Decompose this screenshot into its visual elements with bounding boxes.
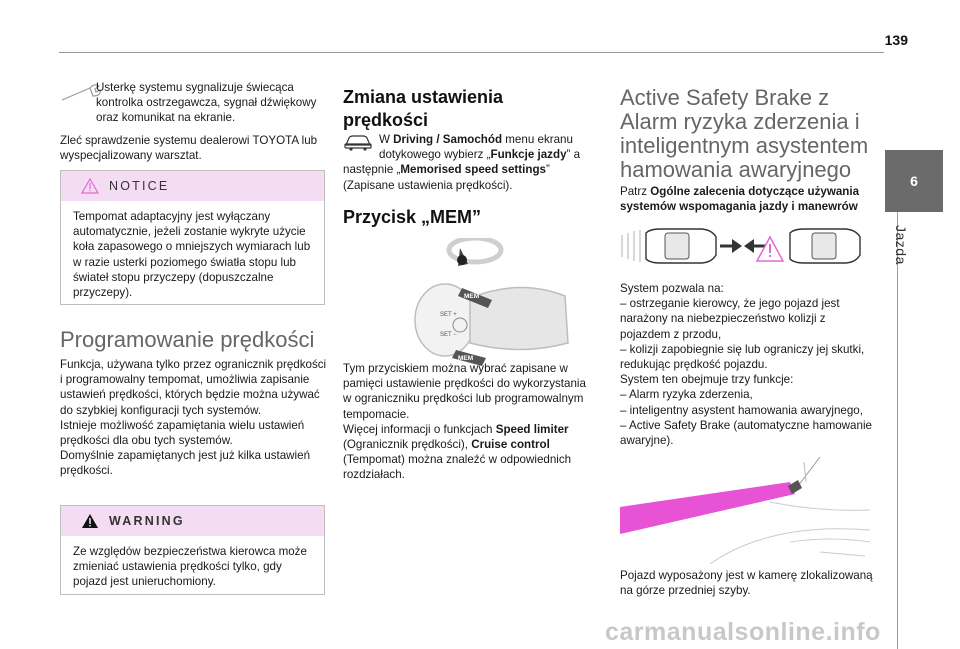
car-icon — [343, 132, 373, 152]
function-2: – inteligentny asystent hamowania awaryjnego, — [620, 403, 863, 417]
warning-title: WARNING — [109, 514, 185, 528]
notice-body: Tempomat adaptacyjny jest wyłączany automatycznie, jeżeli zostanie wykryte użycie koła zapasowego o mniejszych wymiarach lub w razie usterki poziomego światła stopu lub świateł stopu przyczepy (dopuszczalne przyczepy). — [73, 210, 311, 300]
programming-text-2: Istnieje możliwość zapamiętania wielu ustawień prędkości dla obu tych systemów. — [60, 418, 305, 448]
ref-a: Patrz — [620, 185, 651, 198]
speed-limiter-term: Speed limiter — [495, 422, 569, 436]
list-item-1: – ostrzeganie kierowcy, że jego pojazd jest narażony na niebezpieczeństwo kolizji z pojazdem z przodu, — [620, 297, 840, 341]
system-functions — [620, 281, 875, 448]
camera-location-text: Pojazd wyposażony jest w kamerę zlokalizowaną na górze przedniej szyby. — [620, 569, 873, 598]
programming-paragraphs — [60, 357, 328, 479]
section-heading-programming: Programowanie prędkości — [60, 327, 315, 352]
chapter-tab[interactable]: 6 — [885, 150, 943, 212]
notice-header — [61, 171, 324, 201]
list-intro: System pozwala na: — [620, 282, 724, 295]
stalk-label-mem-top: MEM — [464, 293, 480, 300]
mem-text-4: (Tempomat) można znaleźć w odpowiednich rozdziałach. — [343, 453, 572, 482]
mem-text-2: Więcej informacji o funkcjach — [343, 422, 496, 436]
function-1: – Alarm ryzyka zderzenia, — [620, 388, 753, 402]
function-3: – Active Safety Brake (automatyczne hamowanie awaryjne). — [620, 418, 872, 448]
section-heading-active-safety-brake: Active Safety Brake z Alarm ryzyka zderzenia i inteligentnym asystentem hamowania awaryjnego — [620, 85, 869, 182]
change-speed-paragraph — [343, 132, 589, 193]
cruise-stalk-illustration — [400, 238, 590, 378]
windscreen-camera-illustration — [620, 452, 875, 564]
p1-functions: Funkcje jazdy — [490, 148, 567, 162]
tab-rule — [897, 212, 898, 649]
p1-menu: Driving / Samochód — [393, 133, 503, 146]
notice-box — [60, 170, 325, 305]
warning-box — [60, 505, 325, 595]
mem-button-paragraph — [343, 361, 593, 483]
reference-paragraph — [620, 184, 870, 214]
section-heading-mem-button: Przycisk „MEM” — [343, 207, 482, 227]
stalk-label-mem-bottom: MEM — [458, 355, 474, 362]
header-rule — [59, 52, 884, 53]
cruise-control-term: Cruise control — [471, 438, 550, 452]
warning-header — [61, 506, 324, 536]
fault-notice — [60, 80, 330, 126]
warning-triangle-icon — [81, 513, 99, 529]
functions-intro: System ten obejmuje trzy funkcje: — [620, 373, 794, 387]
mem-text-1: Tym przyciskiem można wybrać zapisane w pamięci ustawienie prędkości do wykorzystania w ograniczniku prędkości lub programowalnym tempomacie. — [343, 362, 586, 421]
p1-g: ” (Zapisane ustawienia prędkości). — [343, 163, 550, 192]
p1-c: menu ekranu dotykowego wybierz „ — [379, 133, 573, 162]
warning-triangle-icon — [81, 178, 99, 194]
p1-memorised: Memorised speed settings — [400, 163, 546, 177]
p1-e: ” a następnie „ — [343, 148, 581, 177]
section-heading-change-speed: Zmiana ustawienia prędkości — [343, 87, 504, 130]
collision-risk-illustration — [620, 225, 870, 267]
mem-text-3: (Ogranicznik prędkości), — [343, 438, 472, 452]
fault-text-2: Zleć sprawdzenie systemu dealerowi TOYOTA lub wyspecjalizowany warsztat. — [60, 134, 318, 163]
watermark: carmanualsonline.info — [605, 618, 881, 646]
stalk-label-set-minus: SET − — [440, 332, 457, 338]
chapter-label: Jazda — [893, 225, 909, 265]
programming-text-3: Domyślnie zapamiętanych jest już kilka ustawień prędkości. — [60, 449, 311, 478]
fault-text: Usterkę systemu sygnalizuje świecąca kontrolka ostrzegawcza, sygnał dźwiękowy oraz komunikat na ekranie. — [96, 81, 317, 125]
programming-text-1: Funkcja, używana tylko przez ogranicznik prędkości i programowalny tempomat, umożliwia zapisanie ustawień prędkości, których będzie można używać do szybkiej konfiguracji tych systemów. — [60, 358, 327, 417]
warning-body: Ze względów bezpieczeństwa kierowca może zmieniać ustawienia prędkości tylko, gdy pojazd jest unieruchomiony. — [73, 545, 307, 589]
stalk-label-set-plus: SET + — [440, 312, 457, 318]
ref-b: Ogólne zalecenia dotyczące używania systemów wspomagania jazdy i manewrów — [620, 185, 860, 214]
list-item-2: – kolizji zapobiegnie się lub ograniczy jej skutki, redukując prędkość pojazdu. — [620, 342, 865, 372]
p1-a: W — [379, 133, 394, 146]
page-number: 139 — [884, 32, 908, 48]
notice-title: NOTICE — [109, 179, 170, 193]
